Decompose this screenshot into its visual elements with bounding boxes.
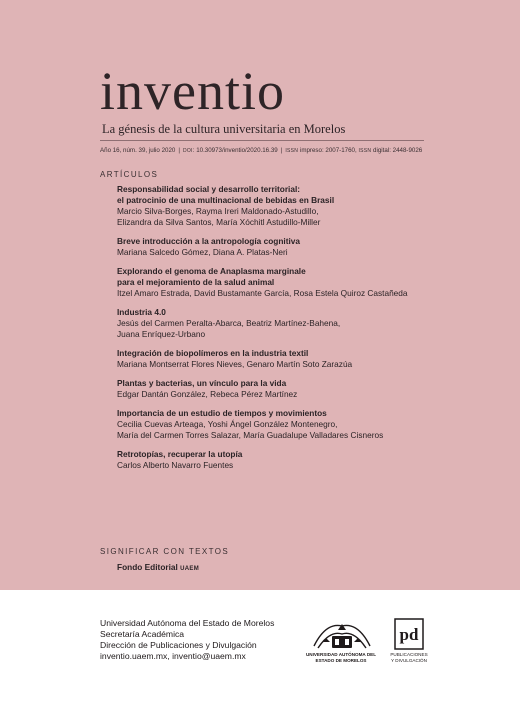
article-entry — [117, 408, 457, 441]
article-authors: Edgar Dantán González, Rebeca Pérez Martínez — [117, 389, 298, 399]
issn-digital-value: digital: 2448-9026 — [371, 147, 423, 154]
fondo-editorial-uaem: UAEM — [180, 566, 200, 572]
doi-value: : 10.30973/inventio/2020.16.39 — [192, 147, 278, 154]
article-authors: Jesús del Carmen Peralta-Abarca, Beatriz Martínez-Bahena, — [117, 318, 341, 328]
article-title: Breve introducción a la antropología cognitiva — [117, 236, 301, 246]
contact-web-email: inventio.uaem.mx, inventio@uaem.mx — [100, 651, 246, 661]
significar-section-label: SIGNIFICAR CON TEXTOS — [100, 547, 230, 556]
article-title: Industria 4.0 — [117, 307, 166, 317]
article-authors: Mariana Montserrat Flores Nieves, Genaro Martín Soto Zarazúa — [117, 359, 353, 369]
journal-tagline: La génesis de la cultura universitaria en Morelos — [102, 122, 346, 136]
article-authors: Juana Enríquez-Urbano — [117, 329, 206, 339]
article-authors: Itzel Amaro Estrada, David Bustamante García, Rosa Estela Quiroz Castañeda — [117, 288, 408, 298]
issue-info: Año 16, núm. 39, julio 2020 — [100, 147, 176, 154]
pd-caption-line2: Y DIVULGACIÓN — [391, 657, 427, 663]
article-title: para el mejoramiento de la salud animal — [117, 277, 275, 287]
uaem-logo-caption — [298, 652, 384, 663]
journal-title: inventio — [100, 61, 285, 121]
article-list — [117, 184, 457, 479]
article-authors: María del Carmen Torres Salazar, María Guadalupe Valladares Cisneros — [117, 430, 384, 440]
pd-caption-line1: PUBLICACIONES — [390, 652, 428, 657]
publisher-contact — [100, 618, 274, 662]
contact-secretaria: Secretaría Académica — [100, 629, 185, 639]
fondo-editorial — [117, 562, 199, 572]
articles-section-label: ARTÍCULOS — [100, 170, 159, 179]
masthead-divider — [100, 140, 424, 141]
article-entry — [117, 236, 457, 258]
publicaciones-logo — [394, 618, 424, 650]
contact-direccion: Dirección de Publicaciones y Divulgación — [100, 640, 257, 650]
pd-logo-caption — [380, 652, 438, 663]
article-entry — [117, 348, 457, 370]
issn-print-value: impreso: 2007-1760, — [298, 147, 357, 154]
article-authors: Cecilia Cuevas Arteaga, Yoshi Ángel González Montenegro, — [117, 419, 338, 429]
article-title: Plantas y bacterias, un vínculo para la vida — [117, 378, 287, 388]
issn-print-label: ISSN — [285, 148, 299, 154]
article-authors: Mariana Salcedo Gómez, Diana A. Platas-Neri — [117, 247, 288, 257]
article-title: Responsabilidad social y desarrollo territorial: — [117, 184, 301, 194]
article-entry — [117, 184, 457, 228]
article-authors: Marcio Silva-Borges, Rayma Ireri Maldonado-Astudillo, — [117, 206, 319, 216]
article-title: Retrotopías, recuperar la utopía — [117, 449, 243, 459]
contact-university: Universidad Autónoma del Estado de Morelos — [100, 618, 275, 628]
fondo-editorial-label: Fondo Editorial — [117, 562, 178, 572]
uaem-caption-line1: UNIVERSIDAD AUTÓNOMA DEL — [305, 652, 377, 657]
issue-metadata: Año 16, núm. 39, julio 2020 | DOI: 10.30973/inventio/2020.16.39 | ISSN impreso: 2007-1760, ISSN digital: 2448-9026 — [100, 147, 423, 154]
article-entry — [117, 378, 457, 400]
pd-mark: pd — [399, 625, 419, 644]
issn-digital-label: ISSN — [358, 148, 372, 154]
article-authors: Elizandra da Silva Santos, María Xóchitl Astudillo-Miller — [117, 217, 321, 227]
article-entry — [117, 307, 457, 340]
article-entry — [117, 266, 457, 299]
doi-label: DOI — [182, 148, 193, 154]
article-title: el patrocinio de una multinacional de bebidas en Brasil — [117, 195, 335, 205]
uaem-caption-line2: ESTADO DE MORELOS — [315, 657, 367, 663]
article-title: Integración de biopolímeros en la industria textil — [117, 348, 309, 358]
article-entry — [117, 449, 457, 471]
article-title: Explorando el genoma de Anaplasma marginale — [117, 266, 306, 276]
article-authors: Carlos Alberto Navarro Fuentes — [117, 460, 234, 470]
article-title: Importancia de un estudio de tiempos y movimientos — [117, 408, 327, 418]
